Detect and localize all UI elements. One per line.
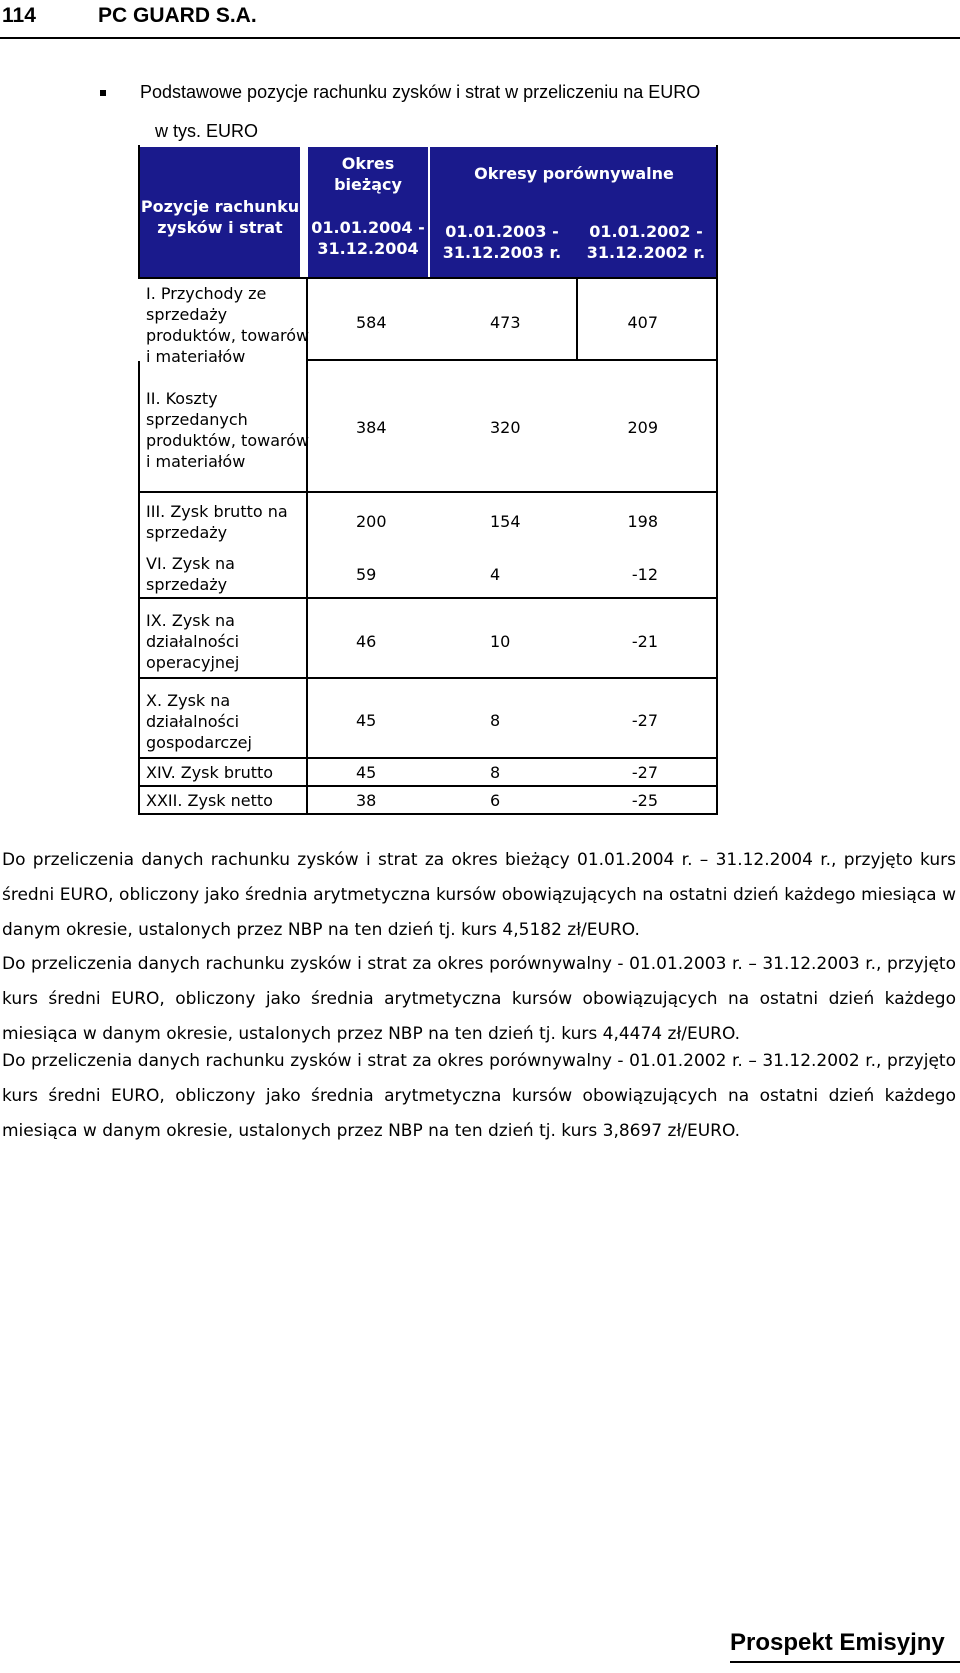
income-statement-table — [140, 154, 766, 871]
note-paragraph: Do przeliczenia danych rachunku zysków i strat za okres bieżący 01.01.2004 r. – 31.12.2004 r., przyjęto kurs średni EURO, obliczony jako średnia arytmetyczna kursów obowiązujących na ostatni dzień każdego miesiąca w danym okresie, ustalonych przez NBP na ten dzień tj. kurs 4,5182 zł/EURO. — [2, 850, 956, 940]
footer-rule — [730, 1661, 960, 1663]
grid-line — [138, 597, 718, 599]
header-cell-2002: 01.01.2002 - 31.12.2002 r. — [574, 221, 718, 277]
row-label-costs: II. Koszty sprzedanych produktów, towarów i materiałów — [146, 389, 310, 471]
table-cell: 6 — [490, 791, 501, 810]
grid-line — [138, 277, 718, 279]
page-number: 114 — [2, 4, 36, 27]
table-cell: 198 — [627, 512, 658, 531]
table-cell: 584 — [356, 313, 387, 332]
section-title: Podstawowe pozycje rachunku zysków i strat w przeliczeniu na EURO — [140, 82, 701, 102]
period-2003-dates: 01.01.2003 - — [445, 222, 559, 241]
table-cell: 45 — [356, 763, 377, 782]
table-cell: 59 — [356, 565, 377, 584]
header-cell-items: Pozycje rachunku zysków i strat — [140, 147, 300, 277]
row-label-gross-profit-sales: III. Zysk brutto na sprzedaży — [146, 502, 288, 542]
grid-line — [306, 145, 308, 279]
table-cell: 200 — [356, 512, 387, 531]
grid-line — [138, 491, 718, 493]
row-label-net-profit: XXII. Zysk netto — [146, 791, 273, 810]
grid-line — [138, 677, 718, 679]
table-cell: 45 — [356, 711, 377, 730]
table-cell: 8 — [490, 711, 501, 730]
table-cell: -25 — [631, 791, 658, 810]
header-cell-2003: 01.01.2003 - 31.12.2003 r. — [430, 221, 574, 277]
table-cell: 4 — [490, 565, 501, 584]
table-cell: 38 — [356, 791, 377, 810]
row-label-revenue: I. Przychody ze sprzedaży produktów, towarów i materiałów — [146, 284, 310, 366]
table-cell: 209 — [627, 418, 658, 437]
period-2002-dates: 01.01.2002 - — [589, 222, 703, 241]
table-cell: 473 — [490, 313, 521, 332]
current-period-dates: 01.01.2004 - — [311, 218, 425, 237]
table-cell: 320 — [490, 418, 521, 437]
table-cell: -27 — [631, 711, 658, 730]
table-cell: 8 — [490, 763, 501, 782]
grid-line — [138, 757, 718, 759]
table-cell: 407 — [627, 313, 658, 332]
page-header — [0, 0, 960, 42]
unit-label: w tys. EURO — [155, 121, 259, 141]
grid-line — [138, 145, 140, 279]
grid-line — [428, 145, 430, 279]
grid-line — [138, 785, 718, 787]
footer-title: Prospekt Emisyjny — [730, 1629, 945, 1656]
row-label-gross-profit: XIV. Zysk brutto — [146, 763, 274, 782]
grid-line — [716, 145, 718, 279]
row-label-operating-profit: IX. Zysk na działalności operacyjnej — [146, 611, 240, 672]
header-rule — [0, 37, 960, 39]
grid-line — [306, 359, 718, 361]
table-cell: 154 — [490, 512, 521, 531]
note-paragraph: Do przeliczenia danych rachunku zysków i strat za okres porównywalny - 01.01.2002 r. – 31.12.2002 r., przyjęto kurs średni EURO, obliczony jako średnia arytmetyczna kursów obowiązujących na ostatni dzień każdego miesiąca w danym okresie, ustalonych przez NBP na ten dzień tj. kurs 3,8697 zł/EURO. — [2, 1051, 956, 1141]
note-paragraph: Do przeliczenia danych rachunku zysków i strat za okres porównywalny - 01.01.2003 r. – 31.12.2003 r., przyjęto kurs średni EURO, obliczony jako średnia arytmetyczna kursów obowiązujących na ostatni dzień każdego miesiąca w danym okresie, ustalonych przez NBP na ten dzień tj. kurs 4,4474 zł/EURO. — [2, 954, 956, 1044]
comparative-periods-label: Okresy porównywalne — [474, 164, 674, 183]
square-bullet-icon — [100, 90, 106, 96]
row-label-business-profit: X. Zysk na działalności gospodarczej — [146, 691, 252, 752]
table-cell: 10 — [490, 632, 511, 651]
row-label-profit-sales: VI. Zysk na sprzedaży — [146, 554, 235, 594]
current-period-label: Okres — [341, 154, 395, 173]
table-cell: 46 — [356, 632, 377, 651]
table-cell: 384 — [356, 418, 387, 437]
company-name: PC GUARD S.A. — [98, 4, 257, 27]
table-cell: -27 — [631, 763, 658, 782]
grid-line — [138, 813, 718, 815]
table-cell: -12 — [631, 565, 658, 584]
grid-line — [576, 279, 578, 361]
header-cell-current: Okres bieżący 01.01.2004 - 31.12.2004 — [308, 147, 428, 277]
table-cell: -21 — [631, 632, 658, 651]
grid-line — [138, 361, 140, 813]
